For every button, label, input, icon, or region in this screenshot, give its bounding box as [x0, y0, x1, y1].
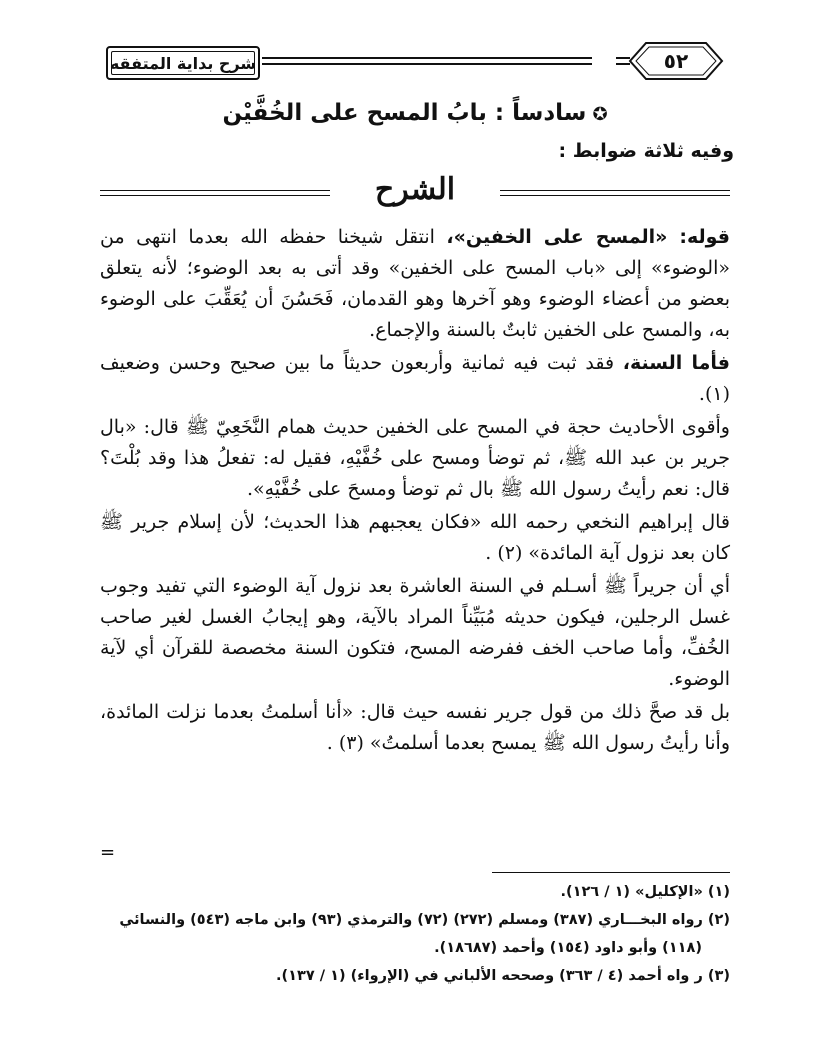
page-number: ٥٢: [663, 49, 689, 73]
paragraph-lead: فأما السنة،: [622, 352, 730, 374]
star-icon: ✪: [592, 104, 608, 125]
book-title-box: [106, 46, 260, 80]
page-header: [96, 40, 736, 88]
divider-line: [100, 190, 330, 196]
paragraph-lead: قوله: «المسح على الخفين»،: [446, 226, 730, 248]
chapter-title: [200, 100, 630, 136]
controls-line: وفيه ثلاثة ضوابط :: [558, 140, 734, 162]
paragraph: أي أن جريراً ﷺ أسـلم في السنة العاشرة بعد نزول آية الوضوء التي تفيد وجوب غسل الرجلين، فيكون حديثه مُبَيِّناً المراد بالآية، وهو إيجابُ الغسل لغير صاحب الخُفِّ، وأما صاحب الخف ففرضه المسح، فتكون السنة مخصصة للقرآن أي لآية الوضوء.: [100, 575, 730, 690]
paragraph-text: فقد ثبت فيه ثمانية وأربعون حديثاً ما بين صحيح وحسن وضعيف (١).: [100, 352, 730, 405]
paragraph: [100, 348, 730, 410]
book-title: شرح بداية المتفقه: [109, 53, 257, 73]
footnotes: [96, 878, 730, 990]
footnote: (١١٨) وأبو داود (١٥٤) وأحمد (١٨٦٨٧).: [434, 940, 702, 956]
chapter-title-text: سادساً : بابُ المسح على الخُفَّيْن: [222, 100, 587, 126]
section-divider: [100, 172, 730, 212]
body-text: [100, 222, 730, 761]
footnote: (٢) رواه البخـــاري (٣٨٧) ومسلم (٢٧٢) (٧٢) والترمذي (٩٣) وابن ماجه (٥٤٣) والنسائي: [119, 912, 730, 928]
paragraph: بل قد صحَّ ذلك من قول جرير نفسه حيث قال: «أنا أسلمتُ بعدما نزلت المائدة، وأنا رأيتُ رسول الله ﷺ يمسح بعدما أسلمتُ» (٣) .: [100, 701, 730, 754]
header-rule: [262, 57, 592, 59]
margin-mark: =: [100, 842, 116, 863]
paragraph: [100, 222, 730, 346]
divider-line: [500, 190, 730, 196]
paragraph: وأقوى الأحاديث حجة في المسح على الخفين حديث همام النَّخَعِيّ ﷺ قال: «بال جرير بن عبد الله ﷺ، ثم توضأ ومسح على خُفَّيْهِ، فقيل له: تفعلُ هذا وقد بُلْتَ؟ قال: نعم رأيتُ رسول الله ﷺ بال ثم توضأ ومسحَ على خُفَّيْهِ».: [100, 416, 730, 500]
footnote-rule: [492, 872, 730, 873]
footnote: (١) «الإكليل» (١ / ١٢٦).: [560, 884, 730, 900]
paragraph: قال إبراهيم النخعي رحمه الله «فكان يعجبهم هذا الحديث؛ لأن إسلام جرير ﷺ كان بعد نزول آية المائدة» (٢) .: [100, 511, 730, 564]
section-label: الشرح: [374, 172, 456, 207]
header-rule: [262, 63, 592, 65]
footnote: (٣) ر واه أحمد (٤ / ٣٦٣) وصححه الألباني في (الإرواء) (١ / ١٣٧).: [276, 968, 730, 984]
paragraph-text: انتقل شيخنا حفظه الله بعدما انتهى من «الوضوء» إلى «باب المسح على الخفين» وقد أتى به بعد الوضوء؛ لأنه يتعلق بعضو من أعضاء الوضوء وهو آخرها وهو القدمان، فَحَسُنَ أن يُعَقِّبَ على الوضوء به، والمسح على الخفين ثابتٌ بالسنة والإجماع.: [100, 226, 730, 341]
page-number-badge: [616, 40, 736, 82]
